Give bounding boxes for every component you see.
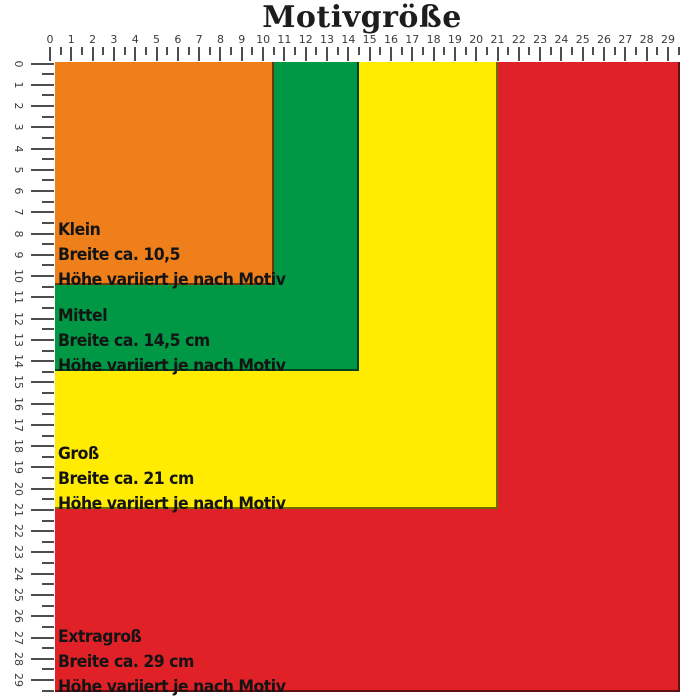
ruler-top-minor-tick (273, 47, 275, 55)
ruler-left-number: 11 (12, 290, 25, 305)
ruler-top-major-tick (411, 47, 413, 61)
ruler-top-major-tick (518, 47, 520, 61)
ruler-top-minor-tick (486, 47, 488, 55)
ruler-top-number: 4 (131, 33, 139, 46)
ruler-top-number: 24 (554, 33, 569, 46)
ruler-top-major-tick (646, 47, 648, 61)
ruler-left-major-tick (31, 296, 54, 298)
ruler-left-minor-tick (42, 520, 54, 522)
ruler-left-number: 13 (12, 332, 25, 347)
size-name-label: Groß (58, 444, 99, 463)
ruler-top-major-tick (603, 47, 605, 61)
ruler-top-number: 12 (298, 33, 313, 46)
ruler-top-major-tick (49, 47, 51, 61)
ruler-top-number: 28 (639, 33, 654, 46)
size-height-note: Höhe variiert je nach Motiv (58, 270, 286, 289)
ruler-top-number: 16 (383, 33, 398, 46)
ruler-left-minor-tick (42, 435, 54, 437)
ruler-top-minor-tick (571, 47, 573, 55)
ruler-top-minor-tick (678, 47, 680, 55)
ruler-top-minor-tick (614, 47, 616, 55)
size-label-klein (58, 217, 285, 292)
ruler-left-major-tick (31, 594, 54, 596)
ruler-top-number: 14 (341, 33, 356, 46)
ruler-left-minor-tick (42, 158, 54, 160)
ruler-top-major-tick (539, 47, 541, 61)
ruler-top-major-tick (70, 47, 72, 61)
ruler-top-number: 23 (533, 33, 548, 46)
ruler-left-minor-tick (42, 456, 54, 458)
ruler-top-major-tick (326, 47, 328, 61)
ruler-top-number: 25 (575, 33, 590, 46)
ruler-top-number: 20 (469, 33, 484, 46)
ruler-top-minor-tick (60, 47, 62, 55)
ruler-top-number: 29 (660, 33, 675, 46)
ruler-top-minor-tick (209, 47, 211, 55)
ruler-left-number: 20 (12, 481, 25, 496)
ruler-left-number: 16 (12, 396, 25, 411)
ruler-top-minor-tick (656, 47, 658, 55)
ruler-top-major-tick (369, 47, 371, 61)
ruler-left-major-tick (31, 148, 54, 150)
ruler-top-minor-tick (294, 47, 296, 55)
ruler-top-minor-tick (166, 47, 168, 55)
ruler-left-number: 17 (12, 417, 25, 432)
ruler-top-major-tick (156, 47, 158, 61)
size-name-label: Extragroß (58, 627, 142, 646)
ruler-top-major-tick (390, 47, 392, 61)
ruler-top-minor-tick (443, 47, 445, 55)
ruler-left-number: 28 (12, 651, 25, 666)
ruler-left-number: 6 (12, 187, 25, 195)
ruler-left-major-tick (31, 466, 54, 468)
size-label-extragross (58, 624, 285, 699)
size-width-label: Breite ca. 29 cm (58, 652, 194, 671)
ruler-left-minor-tick (42, 690, 54, 692)
ruler-top-number: 9 (238, 33, 246, 46)
ruler-top-number: 15 (362, 33, 377, 46)
ruler-left-number: 8 (12, 230, 25, 238)
ruler-left-major-tick (31, 658, 54, 660)
ruler-top-minor-tick (230, 47, 232, 55)
ruler-left-major-tick (31, 339, 54, 341)
ruler-left-minor-tick (42, 541, 54, 543)
ruler-left-number: 5 (12, 166, 25, 174)
ruler-top-number: 6 (174, 33, 182, 46)
ruler-left-minor-tick (42, 477, 54, 479)
ruler-left-major-tick (31, 63, 54, 65)
ruler-left-number: 10 (12, 269, 25, 284)
ruler-left-minor-tick (42, 371, 54, 373)
ruler-left-number: 29 (12, 673, 25, 688)
ruler-top-number: 0 (46, 33, 54, 46)
ruler-top-number: 10 (256, 33, 271, 46)
ruler-left-major-tick (31, 445, 54, 447)
ruler-top-major-tick (219, 47, 221, 61)
ruler-top-minor-tick (315, 47, 317, 55)
ruler-top-major-tick (283, 47, 285, 61)
ruler-left-major-tick (31, 573, 54, 575)
ruler-left-number: 2 (12, 102, 25, 110)
ruler-top-minor-tick (145, 47, 147, 55)
ruler-top-minor-tick (379, 47, 381, 55)
ruler-top-minor-tick (358, 47, 360, 55)
ruler-left-minor-tick (42, 413, 54, 415)
ruler-left-minor-tick (42, 498, 54, 500)
ruler-left-minor-tick (42, 73, 54, 75)
ruler-left-major-tick (31, 169, 54, 171)
ruler-top-major-tick (305, 47, 307, 61)
ruler-left-number: 12 (12, 311, 25, 326)
ruler-top-major-tick (177, 47, 179, 61)
ruler-top-major-tick (241, 47, 243, 61)
ruler-top-number: 18 (426, 33, 441, 46)
ruler-left-number: 24 (12, 566, 25, 581)
page-title: Motivgröße (262, 0, 462, 35)
ruler-top-major-tick (475, 47, 477, 61)
ruler-top-number: 11 (277, 33, 292, 46)
ruler-left-minor-tick (42, 328, 54, 330)
ruler-top-major-tick (560, 47, 562, 61)
ruler-left-minor-tick (42, 307, 54, 309)
ruler-left-major-tick (31, 637, 54, 639)
ruler-left-minor-tick (42, 626, 54, 628)
ruler-top-minor-tick (188, 47, 190, 55)
ruler-top-number: 1 (67, 33, 75, 46)
ruler-left-number: 7 (12, 208, 25, 216)
ruler-top-minor-tick (550, 47, 552, 55)
ruler-top-major-tick (454, 47, 456, 61)
ruler-left-number: 18 (12, 439, 25, 454)
size-rect-klein (55, 62, 286, 289)
ruler-top-minor-tick (337, 47, 339, 55)
ruler-left-number: 21 (12, 502, 25, 517)
ruler-left-major-tick (31, 275, 54, 277)
ruler-left-minor-tick (42, 94, 54, 96)
ruler-top-minor-tick (251, 47, 253, 55)
size-height-note: Höhe variiert je nach Motiv (58, 494, 286, 513)
size-width-label: Breite ca. 21 cm (58, 469, 194, 488)
ruler-left-major-tick (31, 381, 54, 383)
ruler-left-minor-tick (42, 179, 54, 181)
ruler-left-major-tick (31, 679, 54, 681)
ruler-left-number: 25 (12, 588, 25, 602)
ruler-left-number: 22 (12, 524, 25, 539)
ruler-left-minor-tick (42, 605, 54, 607)
ruler-left-major-tick (31, 360, 54, 362)
size-name-label: Mittel (58, 306, 108, 325)
ruler-left-number: 14 (12, 354, 25, 369)
ruler-left-major-tick (31, 105, 54, 107)
ruler-top-major-tick (262, 47, 264, 61)
ruler-left-major-tick (31, 190, 54, 192)
ruler-left-minor-tick (42, 116, 54, 118)
ruler-left-minor-tick (42, 243, 54, 245)
ruler-left-number: 0 (12, 60, 25, 67)
ruler-top-minor-tick (401, 47, 403, 55)
ruler-top-minor-tick (422, 47, 424, 55)
ruler-top-major-tick (433, 47, 435, 61)
ruler-top-major-tick (497, 47, 499, 61)
ruler-left-major-tick (31, 233, 54, 235)
ruler-top-minor-tick (81, 47, 83, 55)
ruler-top-number: 26 (597, 33, 612, 46)
ruler-left-minor-tick (42, 201, 54, 203)
ruler-top-minor-tick (528, 47, 530, 55)
ruler-left-minor-tick (42, 562, 54, 564)
ruler-left-number: 23 (12, 545, 25, 560)
ruler-top-number: 2 (89, 33, 97, 46)
ruler-left-minor-tick (42, 137, 54, 139)
size-width-label: Breite ca. 14,5 cm (58, 331, 210, 350)
ruler-left-major-tick (31, 84, 54, 86)
ruler-left-minor-tick (42, 222, 54, 224)
ruler-left-major-tick (31, 424, 54, 426)
ruler-left-major-tick (31, 615, 54, 617)
ruler-left-major-tick (31, 551, 54, 553)
ruler-left-minor-tick (42, 264, 54, 266)
ruler-left-major-tick (31, 318, 54, 320)
ruler-top-number: 21 (490, 33, 505, 46)
ruler-left-number: 27 (12, 630, 25, 645)
ruler-top-major-tick (624, 47, 626, 61)
ruler-top-number: 19 (447, 33, 462, 46)
ruler-top-major-tick (113, 47, 115, 61)
ruler-top-minor-tick (465, 47, 467, 55)
ruler-top-major-tick (582, 47, 584, 61)
ruler-top-major-tick (347, 47, 349, 61)
ruler-top-major-tick (92, 47, 94, 61)
ruler-top-minor-tick (102, 47, 104, 55)
size-height-note: Höhe variiert je nach Motiv (58, 677, 286, 696)
ruler-top-number: 8 (216, 33, 224, 46)
ruler-top-major-tick (198, 47, 200, 61)
ruler-left-minor-tick (42, 647, 54, 649)
ruler-top-number: 7 (195, 33, 203, 46)
ruler-top-minor-tick (592, 47, 594, 55)
size-height-note: Höhe variiert je nach Motiv (58, 356, 286, 375)
ruler-left-minor-tick (42, 286, 54, 288)
ruler-left-major-tick (31, 126, 54, 128)
size-width-label: Breite ca. 10,5 (58, 245, 181, 264)
ruler-top-major-tick (134, 47, 136, 61)
ruler-top-number: 13 (320, 33, 335, 46)
ruler-left-number: 9 (12, 251, 25, 259)
ruler-top-number: 22 (511, 33, 526, 46)
ruler-left-major-tick (31, 530, 54, 532)
ruler-top-minor-tick (124, 47, 126, 55)
ruler-top-minor-tick (635, 47, 637, 55)
ruler-left-major-tick (31, 254, 54, 256)
ruler-top-major-tick (667, 47, 669, 61)
size-label-mittel (58, 303, 285, 378)
ruler-left-minor-tick (42, 392, 54, 394)
ruler-left-major-tick (31, 403, 54, 405)
ruler-left-number: 1 (12, 81, 25, 89)
size-name-label: Klein (58, 220, 101, 239)
ruler-left-minor-tick (42, 668, 54, 670)
ruler-top-minor-tick (507, 47, 509, 55)
ruler-left-minor-tick (42, 583, 54, 585)
ruler-top-number: 5 (153, 33, 161, 46)
ruler-left-number: 26 (12, 609, 25, 624)
size-label-gross (58, 441, 285, 516)
ruler-left-number: 3 (12, 123, 25, 131)
ruler-left-major-tick (31, 509, 54, 511)
ruler-left-number: 19 (12, 460, 25, 475)
ruler-top-number: 27 (618, 33, 633, 46)
ruler-top-number: 3 (110, 33, 118, 46)
ruler-left-major-tick (31, 488, 54, 490)
ruler-left-minor-tick (42, 350, 54, 352)
ruler-left-major-tick (31, 211, 54, 213)
ruler-top-number: 17 (405, 33, 420, 46)
ruler-left-number: 4 (12, 145, 25, 153)
ruler-left-number: 15 (12, 375, 25, 390)
